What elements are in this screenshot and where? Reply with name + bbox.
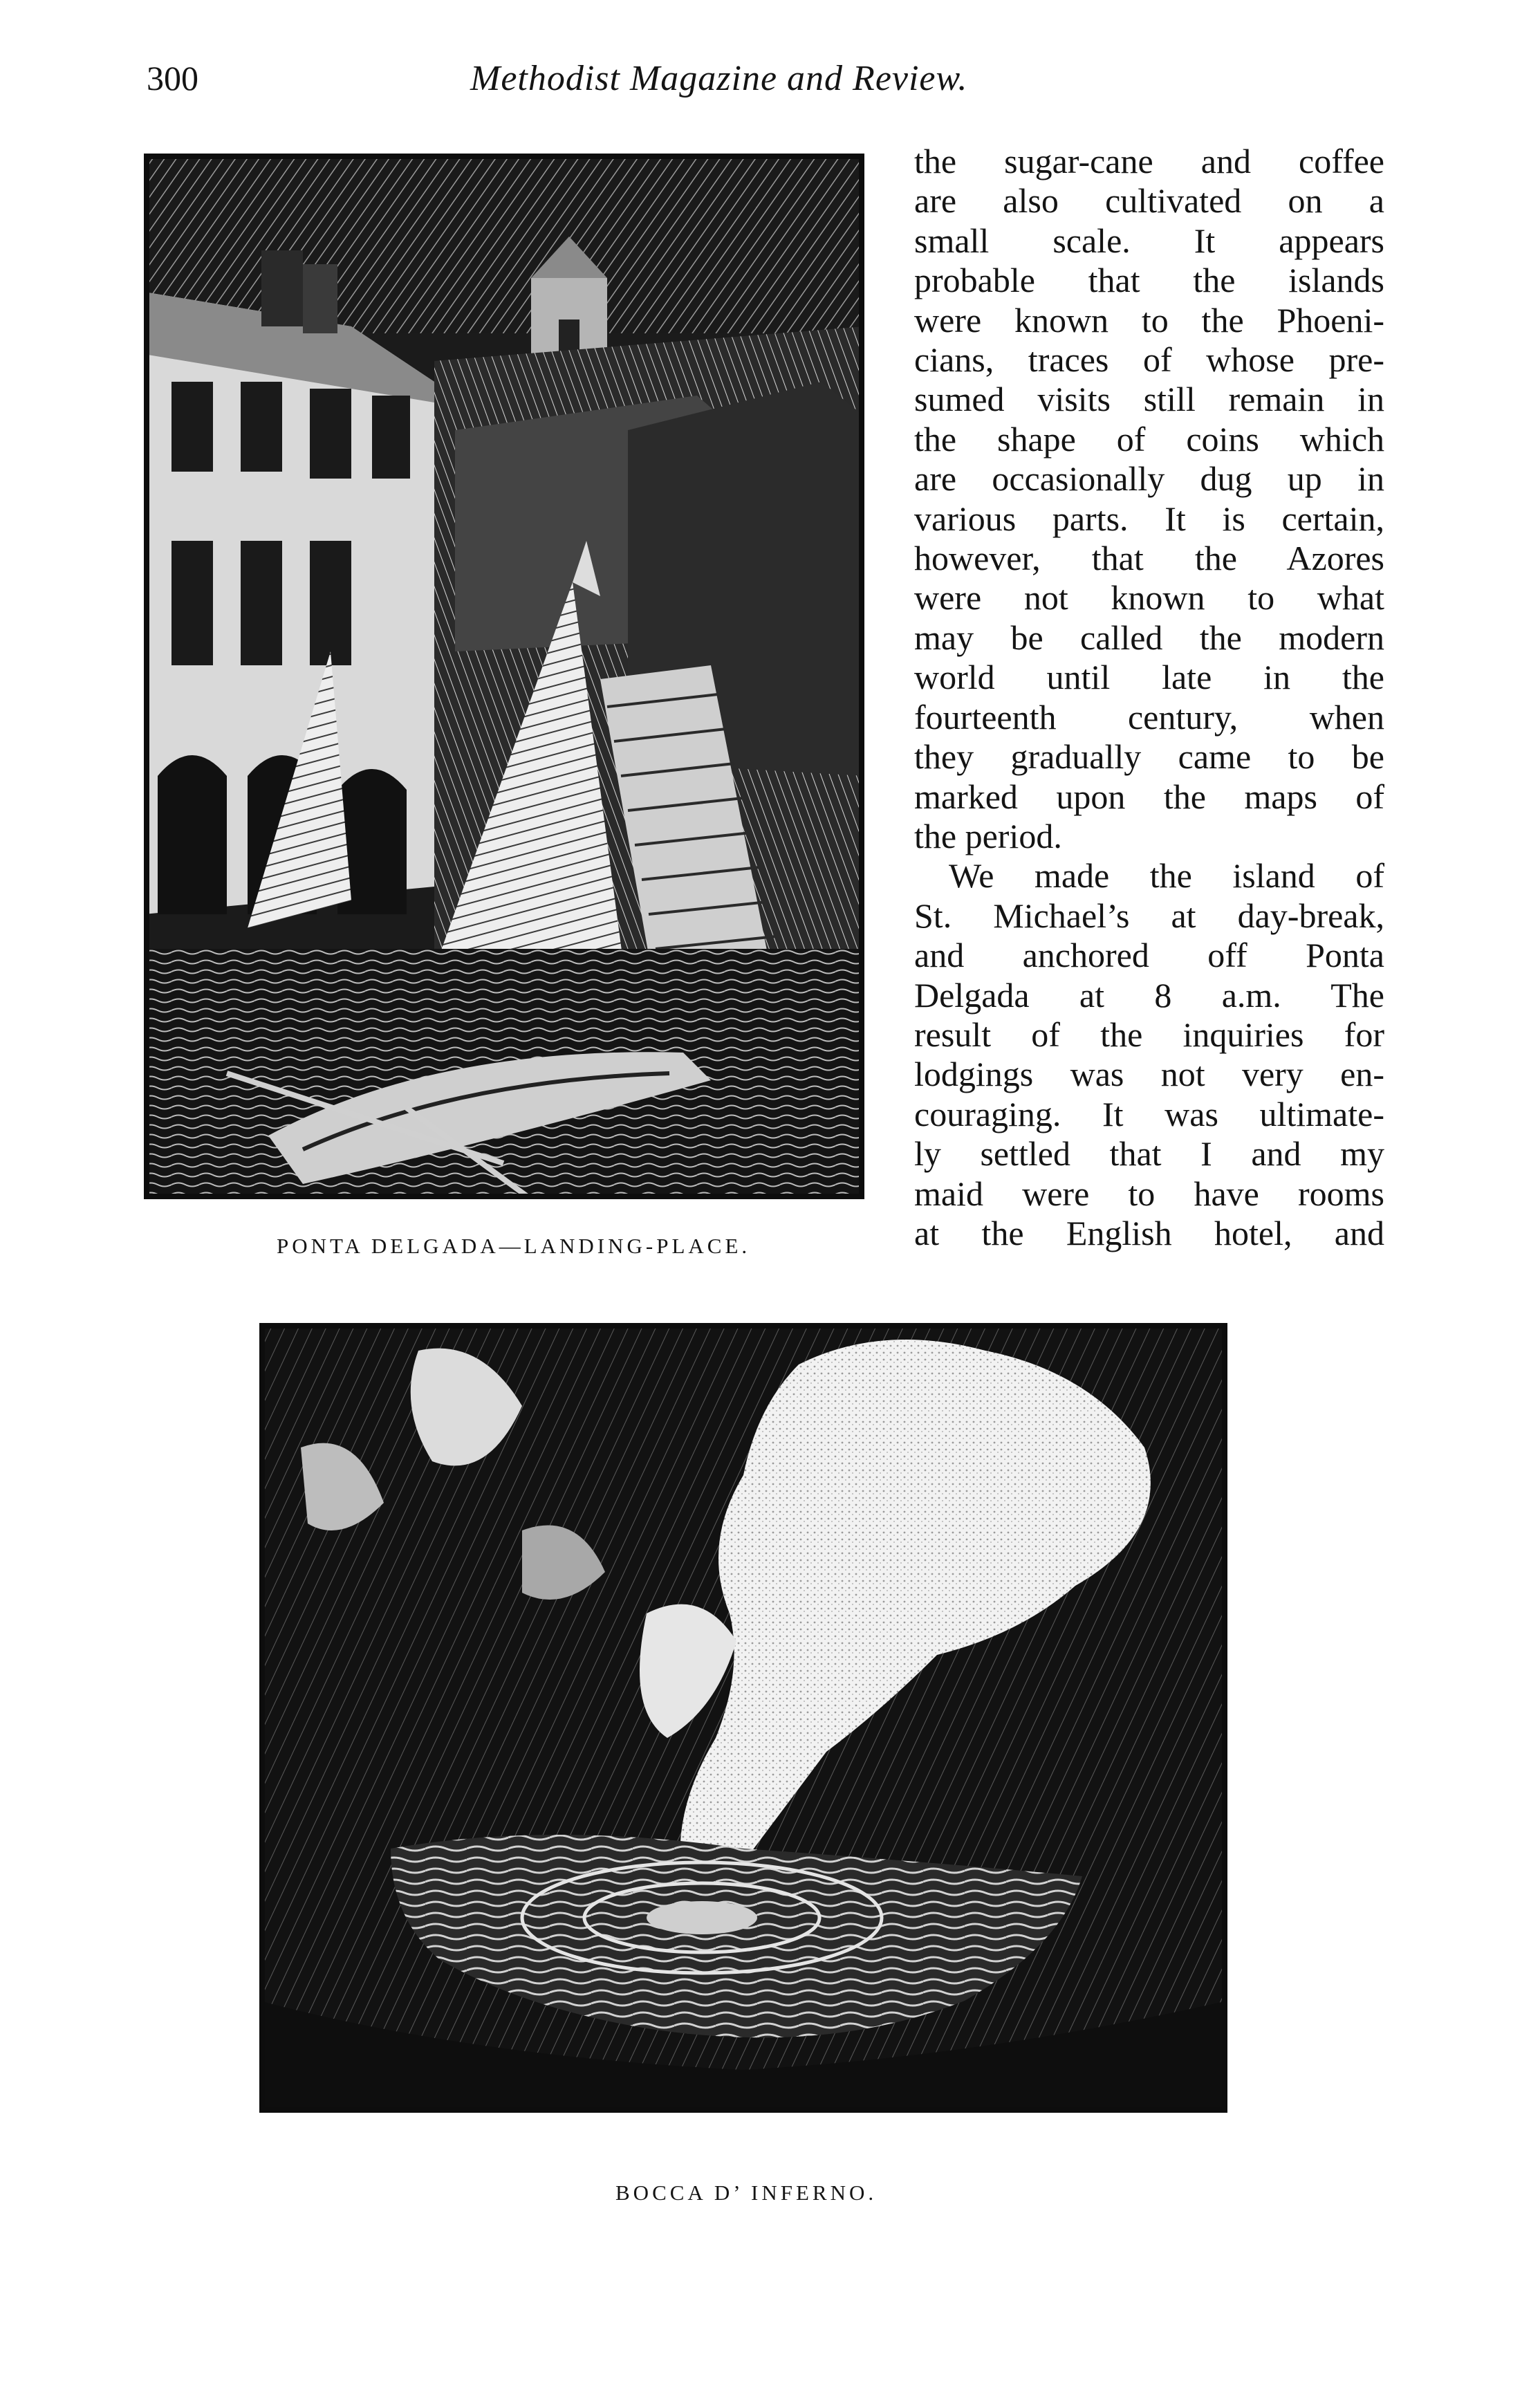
text-line: sumed visits still remain in xyxy=(914,380,1384,419)
text-line: they gradually came to be xyxy=(914,737,1384,777)
text-line: maid were to have rooms xyxy=(914,1174,1384,1213)
text-line: couraging. It was ultimate- xyxy=(914,1094,1384,1133)
text-line: are also cultivated on a xyxy=(914,181,1384,221)
text-line: We made the island of xyxy=(949,856,1384,896)
text-line: small scale. It appears xyxy=(914,221,1384,260)
bocca-inferno-caption: BOCCA D’ INFERNO. xyxy=(615,2181,878,2205)
page-number: 300 xyxy=(147,59,198,98)
landing-place-caption: PONTA DELGADA—LANDING-PLACE. xyxy=(277,1234,751,1258)
text-line: the sugar-cane and coffee xyxy=(914,142,1384,181)
text-line: the period. xyxy=(914,816,1062,855)
landing-place-engraving xyxy=(144,154,864,1199)
body-column xyxy=(914,142,1384,1253)
text-line: are occasionally dug up in xyxy=(914,459,1384,499)
text-line: were not known to what xyxy=(914,578,1384,618)
text-line: various parts. It is certain, xyxy=(914,499,1384,538)
landing-place-illustration xyxy=(144,154,864,1199)
text-line: fourteenth century, when xyxy=(914,697,1384,737)
text-line: Delgada at 8 a.m. The xyxy=(914,975,1384,1015)
text-line: marked upon the maps of xyxy=(914,777,1384,816)
text-line: ly settled that I and my xyxy=(914,1134,1384,1174)
text-line: were known to the Phoeni- xyxy=(914,300,1384,340)
text-line: lodgings was not very en- xyxy=(914,1055,1384,1094)
text-line: and anchored off Ponta xyxy=(914,936,1384,975)
running-title: Methodist Magazine and Review. xyxy=(470,59,968,98)
bocca-inferno-illustration xyxy=(259,1323,1227,2113)
text-line: result of the inquiries for xyxy=(914,1015,1384,1054)
text-line: world until late in the xyxy=(914,658,1384,697)
text-line: however, that the Azores xyxy=(914,539,1384,578)
text-line: cians, traces of whose pre- xyxy=(914,340,1384,380)
text-line: may be called the modern xyxy=(914,618,1384,657)
text-line: St. Michael’s at day-break, xyxy=(914,896,1384,935)
text-line: the shape of coins which xyxy=(914,419,1384,459)
text-line: at the English hotel, and xyxy=(914,1213,1384,1252)
text-line: probable that the islands xyxy=(914,261,1384,300)
bocca-inferno-engraving xyxy=(259,1323,1227,2113)
